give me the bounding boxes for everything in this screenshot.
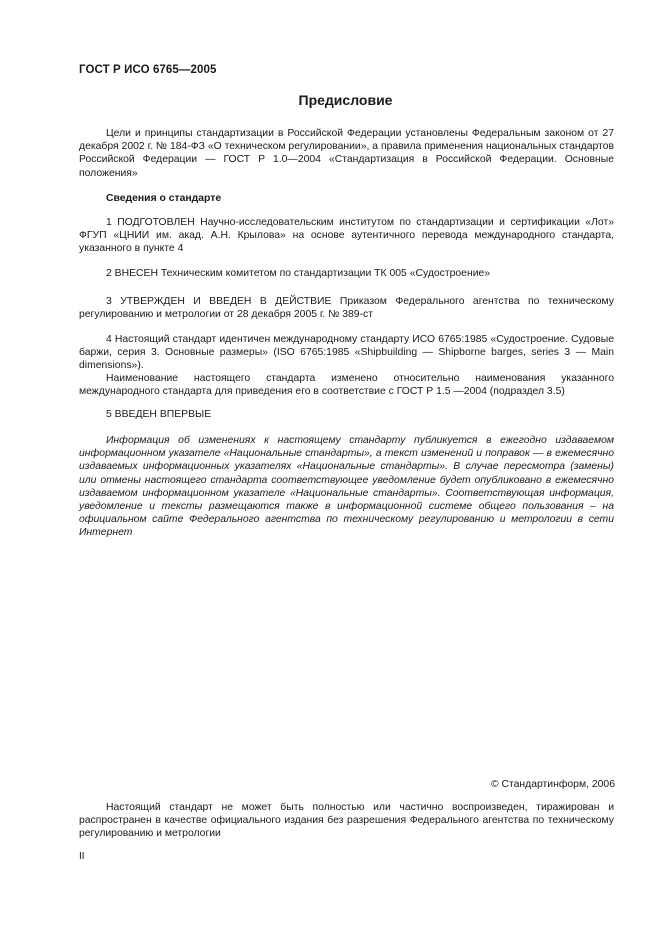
info-notice: Информация об изменениях к настоящему стандарту публикуется в ежегодно издаваемом информационном указателе «Национальные стандарты», а текст изменений и поправок — в ежемесячно издаваемых информационных указателях «Национальные стандарты». В случае пересмотра (замены) или отмены настоящего стандарта соответствующее уведомление будет опубликовано в ежемесячно издаваемом информационном указателе «Национальные стандарты». Соответствующая информация, уведомление и тексты размещаются также в информационной системе общего пользования – на официальном сайте Федерального агентства по техническому регулированию и метрологии в сети Интернет	[79, 435, 614, 539]
page-number: II	[79, 851, 85, 862]
reproduction-notice: Настоящий стандарт не может быть полностью или частично воспроизведен, тиражирован и распространен в качестве официального издания без разрешения Федерального агентства по техническому регулированию и метрологии	[79, 802, 614, 840]
section-heading: Сведения о стандарте	[106, 193, 222, 204]
item-5-introduced: 5 ВВЕДЕН ВПЕРВЫЕ	[106, 409, 212, 420]
item-2-submitted: 2 ВНЕСЕН Техническим комитетом по стандартизации ТК 005 «Судостроение»	[106, 268, 491, 279]
item-1-prepared: 1 ПОДГОТОВЛЕН Научно-исследовательским институтом по стандартизации и сертификации «Лот» ФГУП «ЦНИИ им. акад. А.Н. Крылова» на основе аутентичного перевода международного стандарта, указанного в пункте 4	[79, 217, 614, 255]
standard-code: ГОСТ Р ИСО 6765—2005	[79, 64, 217, 76]
item-4-identical: 4 Настоящий стандарт идентичен международному стандарту ИСО 6765:1985 «Судостроение. Судовые баржи, серия 3. Основные размеры» (ISO 6765:1985 «Shipbuilding — Shipborne barges, series 3 — Main dimensions»).	[79, 334, 614, 372]
item-4-note: Наименование настоящего стандарта изменено относительно наименования указанного международного стандарта для приведения его в соответствие с ГОСТ Р 1.5 —2004 (подраздел 3.5)	[79, 373, 614, 398]
item-3-approved: 3 УТВЕРЖДЕН И ВВЕДЕН В ДЕЙСТВИЕ Приказом Федерального агентства по техническому регулированию и метрологии от 28 декабря 2005 г. № 389-ст	[79, 296, 614, 321]
copyright: © Стандартинформ, 2006	[490, 779, 615, 790]
page-title: Предисловие	[298, 92, 393, 108]
intro-paragraph: Цели и принципы стандартизации в Российской Федерации установлены Федеральным законом от 27 декабря 2002 г. № 184-ФЗ «О техническом регулировании», а правила применения национальных стандартов Российской Федерации — ГОСТ Р 1.0—2004 «Стандартизация в Российской Федерации. Основные положения»	[79, 128, 614, 179]
